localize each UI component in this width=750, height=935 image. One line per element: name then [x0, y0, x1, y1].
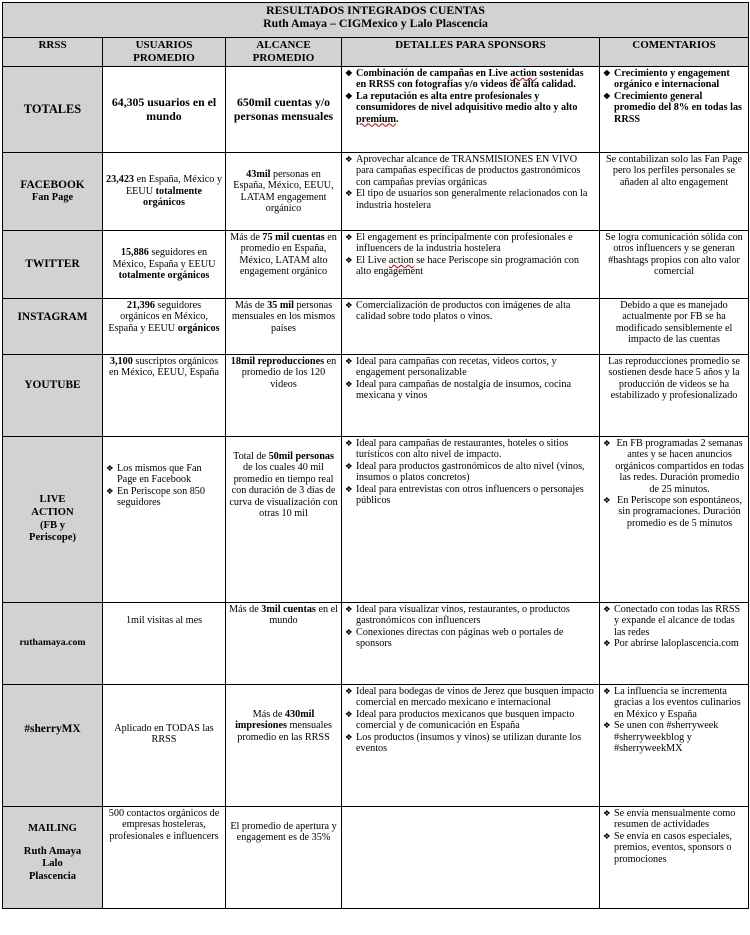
- mailing-label-1: MAILING: [28, 823, 77, 834]
- live-label-4: Periscope): [28, 532, 77, 544]
- sherry-detalles-list: [345, 686, 596, 754]
- facebook-usuarios: [103, 153, 226, 231]
- row-instagram: [3, 299, 749, 355]
- youtube-alcance: [226, 355, 342, 437]
- list-item: ❖ Combinación de campañas en Live action sostenidas en RRSS con fotografías y/o videos de alta calidad.: [345, 68, 596, 91]
- list-item: ❖ Conexiones directas con páginas web o portales de sponsors: [345, 627, 596, 650]
- header-usuarios: USUARIOS PROMEDIO: [103, 38, 226, 67]
- mailing-label-3: Lalo: [42, 858, 63, 870]
- row-facebook: [3, 153, 749, 231]
- row-ruthamaya: [3, 603, 749, 685]
- instagram-alcance: [226, 299, 342, 355]
- youtube-usuarios-text: suscriptos orgánicos en México, EEUU, España: [108, 356, 220, 379]
- title-row: [3, 3, 749, 38]
- row-label-instagram: INSTAGRAM: [3, 299, 103, 355]
- ruthamaya-detalles: [342, 603, 600, 685]
- list-item: ❖ Los mismos que Fan Page en Facebook: [106, 463, 222, 486]
- youtube-detalles: [342, 355, 600, 437]
- live-label-1: LIVE: [39, 494, 66, 506]
- live-label-3: (FB y: [39, 519, 65, 531]
- mailing-detalles: [342, 807, 600, 909]
- mailing-usuarios: 500 contactos orgánicos de empresas hosteleras, profesionales e influencers: [103, 807, 226, 909]
- ruthamaya-alcance-prefix: Más de: [229, 604, 262, 615]
- twitter-usuarios-emphasis: totalmente orgánicos: [118, 270, 210, 282]
- ruthamaya-comentarios: [600, 603, 749, 685]
- list-item: ❖ Por abrirse laloplascencia.com: [603, 638, 745, 649]
- mailing-label-2: Ruth Amaya: [23, 845, 82, 857]
- row-live-action: [3, 437, 749, 603]
- results-table: [2, 2, 749, 909]
- facebook-alcance-text: personas en España, México, EEUU, LATAM engagement orgánico: [233, 168, 334, 214]
- row-label-live-action: [3, 437, 103, 603]
- mailing-comentarios: [600, 807, 749, 909]
- list-item: ❖ Ideal para campañas de nostalgia de insumos, cocina mexicana y vinos: [345, 379, 596, 402]
- live-alcance: [226, 437, 342, 603]
- totales-alcance: 650mil cuentas y/o personas mensuales: [226, 67, 342, 153]
- list-item: ❖ Los productos (insumos y vinos) se utilizan durante los eventos: [345, 732, 596, 755]
- totales-detalles-list: [345, 68, 596, 125]
- facebook-usuarios-emphasis: totalmente orgánicos: [143, 185, 203, 209]
- live-detalles: [342, 437, 600, 603]
- live-label-2: ACTION: [31, 506, 74, 518]
- ruthamaya-alcance-text: en el mundo: [269, 604, 338, 627]
- youtube-detalles-list: [345, 356, 596, 402]
- totales-comentarios: [600, 67, 749, 153]
- sherry-alcance-prefix: Más de: [252, 709, 285, 720]
- document-title: [3, 3, 749, 38]
- list-item: ❖ En Periscope son 850 seguidores: [106, 486, 222, 509]
- facebook-detalles: [342, 153, 600, 231]
- row-label-sherrymx: #sherryMX: [3, 685, 103, 807]
- list-item: ❖ Ideal para entrevistas con otros influencers o personajes públicos: [345, 484, 596, 507]
- twitter-detalles: [342, 231, 600, 299]
- twitter-alcance: [226, 231, 342, 299]
- instagram-usuarios-text: seguidores orgánicos en México, España y EEUU: [108, 300, 208, 334]
- youtube-usuarios-count: 3,100: [109, 356, 133, 367]
- list-item: ❖ Ideal para bodegas de vinos de Jerez que busquen impacto comercial en mercado mexicano e internacional: [345, 686, 596, 709]
- row-youtube: [3, 355, 749, 437]
- list-item: ❖ Ideal para campañas de restaurantes, hoteles o sitios turísticos con alto nivel de impacto.: [345, 438, 596, 461]
- sherry-detalles: [342, 685, 600, 807]
- youtube-usuarios: [103, 355, 226, 437]
- twitter-usuarios-text: seguidores en México, España y EEUU: [112, 247, 216, 270]
- instagram-alcance-prefix: Más de: [234, 300, 268, 311]
- twitter-alcance-text: en promedio en España, México, LATAM alto engagement orgánico: [239, 232, 337, 278]
- facebook-alcance: [226, 153, 342, 231]
- list-item: ❖ Aprovechar alcance de TRANSMISIONES EN VIVO para campañas específicas de productos gastronómicos con campañas previas orgánicas: [345, 154, 596, 188]
- instagram-usuarios-count: 21,396: [126, 300, 155, 311]
- live-usuarios-list: [106, 463, 222, 509]
- list-item: ❖ El Live action se hace Periscope sin programación con alto engagement: [345, 255, 596, 278]
- header-detalles: DETALLES PARA SPONSORS: [342, 38, 600, 67]
- list-item: ❖ Ideal para visualizar vinos, restaurantes, o productos gastronómicos con influencers: [345, 604, 596, 627]
- list-item: ❖ Conectado con todas las RRSS y expande el alcance de todas las redes: [603, 604, 745, 638]
- ruthamaya-usuarios: 1mil visitas al mes: [103, 603, 226, 685]
- list-item: ❖ Se unen con #sherryweek #sherryweekblog y #sherryweekMX: [603, 720, 745, 754]
- ruthamaya-comentarios-list: [603, 604, 745, 650]
- live-usuarios: [103, 437, 226, 603]
- sherry-alcance: [226, 685, 342, 807]
- twitter-comentarios: Se logra comunicación sólida con otros influencers y se generan #hashtags propios con alto valor comercial: [600, 231, 749, 299]
- list-item: ❖ La influencia se incrementa gracias a los eventos culinarios en México y España: [603, 686, 745, 720]
- row-label-facebook: [3, 153, 103, 231]
- list-item: ❖ La reputación es alta entre profesionales y consumidores de nivel adquisitivo medio alto y alto premium.: [345, 91, 596, 125]
- list-item: ❖ En Periscope son espontáneos, sin programaciones. Duración promedio es de 5 minutos: [603, 495, 745, 529]
- instagram-detalles: [342, 299, 600, 355]
- facebook-label: FACEBOOK: [20, 178, 85, 191]
- list-item: ❖ Ideal para productos gastronómicos de alto nivel (vinos, insumos o platos concretos): [345, 461, 596, 484]
- live-comentarios-list: [603, 438, 745, 529]
- list-item: ❖ En FB programadas 2 semanas antes y se hacen anuncios orgánicos compartidos en todas las redes. Duración promedio de 25 minutos.: [603, 438, 745, 495]
- row-twitter: [3, 231, 749, 299]
- header-comentarios: COMENTARIOS: [600, 38, 749, 67]
- row-label-twitter: TWITTER: [3, 231, 103, 299]
- live-alcance-text: de los cuales 40 mil promedio en tiempo real con duración de 3 días de curva de visualización con otras 10 mil: [229, 462, 338, 520]
- twitter-usuarios-count: 15,886: [120, 247, 149, 259]
- sherry-comentarios-list: [603, 686, 745, 754]
- totales-detalles: [342, 67, 600, 153]
- sherry-alcance-text: mensuales promedio en las RRSS: [237, 720, 332, 743]
- row-mailing: [3, 807, 749, 909]
- sherry-usuarios: Aplicado en TODAS las RRSS: [103, 685, 226, 807]
- mailing-label-4: Plascencia: [28, 870, 77, 882]
- mailing-alcance: El promedio de apertura y engagement es de 35%: [226, 807, 342, 909]
- live-comentarios: [600, 437, 749, 603]
- header-alcance: ALCANCE PROMEDIO: [226, 38, 342, 67]
- youtube-alcance-count: 18mil reproducciones: [230, 356, 325, 367]
- title-line-1: RESULTADOS INTEGRADOS CUENTAS: [266, 3, 485, 17]
- list-item: ❖ Ideal para productos mexicanos que busquen impacto comercial y de comunicación en España: [345, 709, 596, 732]
- list-item: ❖ El tipo de usuarios son generalmente relacionados con la industria hostelera: [345, 188, 596, 211]
- facebook-sublabel: Fan Page: [31, 191, 74, 203]
- live-alcance-count: 50mil personas: [268, 451, 334, 462]
- instagram-alcance-text: personas mensuales en los mismos países: [231, 300, 336, 334]
- youtube-alcance-text: en promedio de los 120 videos: [241, 356, 337, 390]
- live-alcance-prefix: Total de: [233, 451, 269, 462]
- row-label-youtube: YOUTUBE: [3, 355, 103, 437]
- instagram-usuarios: [103, 299, 226, 355]
- instagram-usuarios-emphasis: orgánicos: [177, 322, 220, 334]
- totales-comentarios-list: [603, 68, 745, 125]
- ruthamaya-detalles-list: [345, 604, 596, 650]
- list-item: ❖ Crecimiento y engagement orgánico e internacional: [603, 68, 745, 91]
- row-label-mailing: [3, 807, 103, 909]
- header-rrss: RRSS: [3, 38, 103, 67]
- ruthamaya-alcance-count: 3mil cuentas: [261, 604, 316, 615]
- header-row: [3, 38, 749, 67]
- row-label-ruthamaya: ruthamaya.com: [3, 603, 103, 685]
- row-totales: [3, 67, 749, 153]
- totales-usuarios: 64,305 usuarios en el mundo: [103, 67, 226, 153]
- list-item: ❖ Se envía mensualmente como resumen de actividades: [603, 808, 745, 831]
- list-item: ❖ Crecimiento general promedio del 8% en todas las RRSS: [603, 91, 745, 125]
- instagram-comentarios: Debido a que es manejado actualmente por FB se ha modificado sensiblemente el impacto de las cuentas: [600, 299, 749, 355]
- facebook-usuarios-text: en España, México y EEUU: [125, 174, 222, 197]
- mailing-comentarios-list: [603, 808, 745, 865]
- sherry-alcance-count: 430mil impresiones: [235, 709, 315, 732]
- facebook-comentarios: Se contabilizan solo las Fan Page pero los perfiles personales se añaden al alto engagement: [600, 153, 749, 231]
- list-item: ❖ Se envía en casos especiales, premios, eventos, sponsors o promociones: [603, 831, 745, 865]
- list-item: ❖ El engagement es principalmente con profesionales e influencers de la industria hostelera: [345, 232, 596, 255]
- facebook-detalles-list: [345, 154, 596, 211]
- instagram-alcance-count: 35 mil: [267, 300, 294, 311]
- twitter-detalles-list: [345, 232, 596, 278]
- ruthamaya-alcance: [226, 603, 342, 685]
- row-label-totales: TOTALES: [3, 67, 103, 153]
- twitter-alcance-prefix: Más de: [230, 232, 263, 243]
- live-detalles-list: [345, 438, 596, 506]
- sherry-comentarios: [600, 685, 749, 807]
- row-sherrymx: [3, 685, 749, 807]
- twitter-usuarios: [103, 231, 226, 299]
- facebook-usuarios-count: 23,423: [106, 174, 135, 186]
- youtube-comentarios: Las reproducciones promedio se sostienen desde hace 5 años y la producción de videos se ha estabilizado y profesionalizado: [600, 355, 749, 437]
- facebook-alcance-count: 43mil: [246, 168, 271, 180]
- results-document: [2, 2, 748, 909]
- title-line-2: Ruth Amaya – CIGMexico y Lalo Plascencia: [263, 16, 488, 30]
- instagram-detalles-list: [345, 300, 596, 323]
- twitter-alcance-count: 75 mil cuentas: [262, 232, 325, 243]
- list-item: ❖ Ideal para campañas con recetas, videos cortos, y engagement personalizable: [345, 356, 596, 379]
- list-item: ❖ Comercialización de productos con imágenes de alta calidad sobre todo platos o vinos.: [345, 300, 596, 323]
